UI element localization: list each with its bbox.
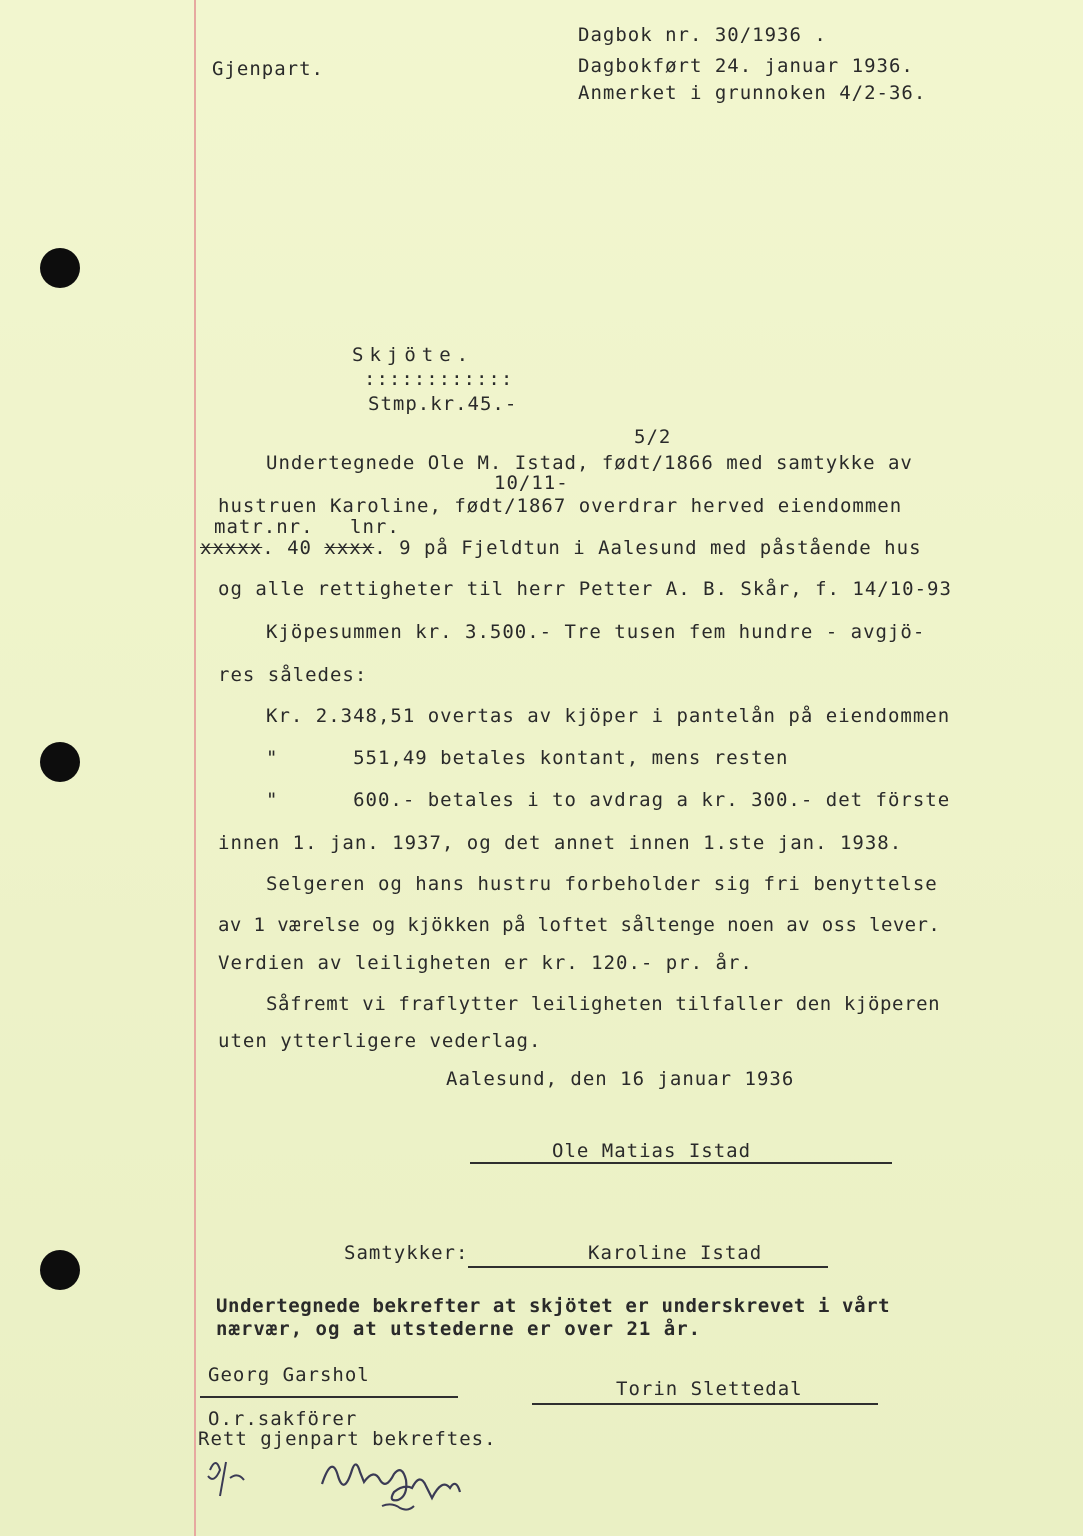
body-line: innen 1. jan. 1937, og det annet innen 1.ste jan. 1938. bbox=[218, 832, 903, 854]
punch-hole bbox=[40, 1250, 80, 1290]
body-line: hustruen Karoline, født/1867 overdrar herved eiendommen bbox=[218, 495, 903, 517]
witness-title: O.r.sakförer bbox=[208, 1408, 358, 1430]
body-line: Kr. 2.348,51 overtas av kjöper i pantelån på eiendommen bbox=[266, 705, 951, 727]
punch-hole bbox=[40, 742, 80, 782]
handwritten-signature bbox=[196, 1440, 556, 1520]
punch-hole bbox=[40, 248, 80, 288]
body-line: Såfremt vi fraflytter leiligheten tilfaller den kjöperen bbox=[266, 993, 941, 1015]
body-line: " 600.- betales i to avdrag a kr. 300.- det förste bbox=[266, 789, 951, 811]
stamp-fee: Stmp.kr.45.- bbox=[368, 393, 518, 415]
struck-text: xxxxx bbox=[200, 537, 263, 559]
witness-statement: nærvær, og at utstederne er over 21 år. bbox=[216, 1318, 702, 1340]
witness-statement: Undertegnede bekrefter at skjötet er underskrevet i vårt bbox=[216, 1295, 891, 1317]
body-line: Undertegnede Ole M. Istad, født/1866 med samtykke av bbox=[266, 452, 913, 474]
title-underline-dots: :::::::::::: bbox=[364, 368, 514, 390]
signature-line bbox=[200, 1396, 458, 1398]
margin-line bbox=[194, 0, 196, 1536]
dagbok-number: Dagbok nr. 30/1936 . bbox=[578, 24, 827, 46]
signature-line bbox=[468, 1266, 828, 1268]
signature-line bbox=[470, 1162, 892, 1164]
gjenpart-label: Gjenpart. bbox=[212, 58, 324, 80]
matr-label: matr.nr. bbox=[214, 516, 314, 538]
place-date: Aalesund, den 16 januar 1936 bbox=[446, 1068, 795, 1090]
dagbok-date: Dagbokført 24. januar 1936. bbox=[578, 55, 914, 77]
signature-line bbox=[532, 1403, 878, 1405]
certification-line: Rett gjenpart bekreftes. bbox=[198, 1428, 497, 1450]
body-line: Kjöpesummen kr. 3.500.- Tre tusen fem hundre - avgjö- bbox=[266, 621, 926, 643]
anmerket-line: Anmerket i grunnoken 4/2-36. bbox=[578, 82, 927, 104]
consent-label: Samtykker: bbox=[344, 1242, 469, 1264]
consent-signature: Karoline Istad bbox=[588, 1242, 763, 1264]
lnr-label: lnr. bbox=[350, 516, 400, 538]
body-line: xxxxx. 40 xxxx. 9 på Fjeldtun i Aalesund med påstående hus bbox=[200, 537, 922, 559]
body-line: uten ytterligere vederlag. bbox=[218, 1030, 542, 1052]
body-line: res således: bbox=[218, 664, 368, 686]
witness-signature: Georg Garshol bbox=[208, 1364, 370, 1386]
struck-text: xxxx bbox=[324, 537, 375, 559]
body-line: Verdien av leiligheten er kr. 120.- pr. år. bbox=[218, 952, 753, 974]
document-title: Skjöte. bbox=[352, 344, 475, 366]
body-line: av 1 værelse og kjökken på loftet såltenge noen av oss lever. bbox=[218, 914, 941, 936]
seller-signature: Ole Matias Istad bbox=[552, 1140, 752, 1162]
witness-signature: Torin Slettedal bbox=[616, 1378, 803, 1400]
body-line: Selgeren og hans hustru forbeholder sig fri benyttelse bbox=[266, 873, 938, 895]
birth-date-annotation: 5/2 bbox=[634, 426, 672, 448]
body-line: og alle rettigheter til herr Petter A. B. Skår, f. 14/10-93 bbox=[218, 578, 952, 600]
birth-date-annotation: 10/11- bbox=[494, 472, 569, 494]
body-line: " 551,49 betales kontant, mens resten bbox=[266, 747, 789, 769]
